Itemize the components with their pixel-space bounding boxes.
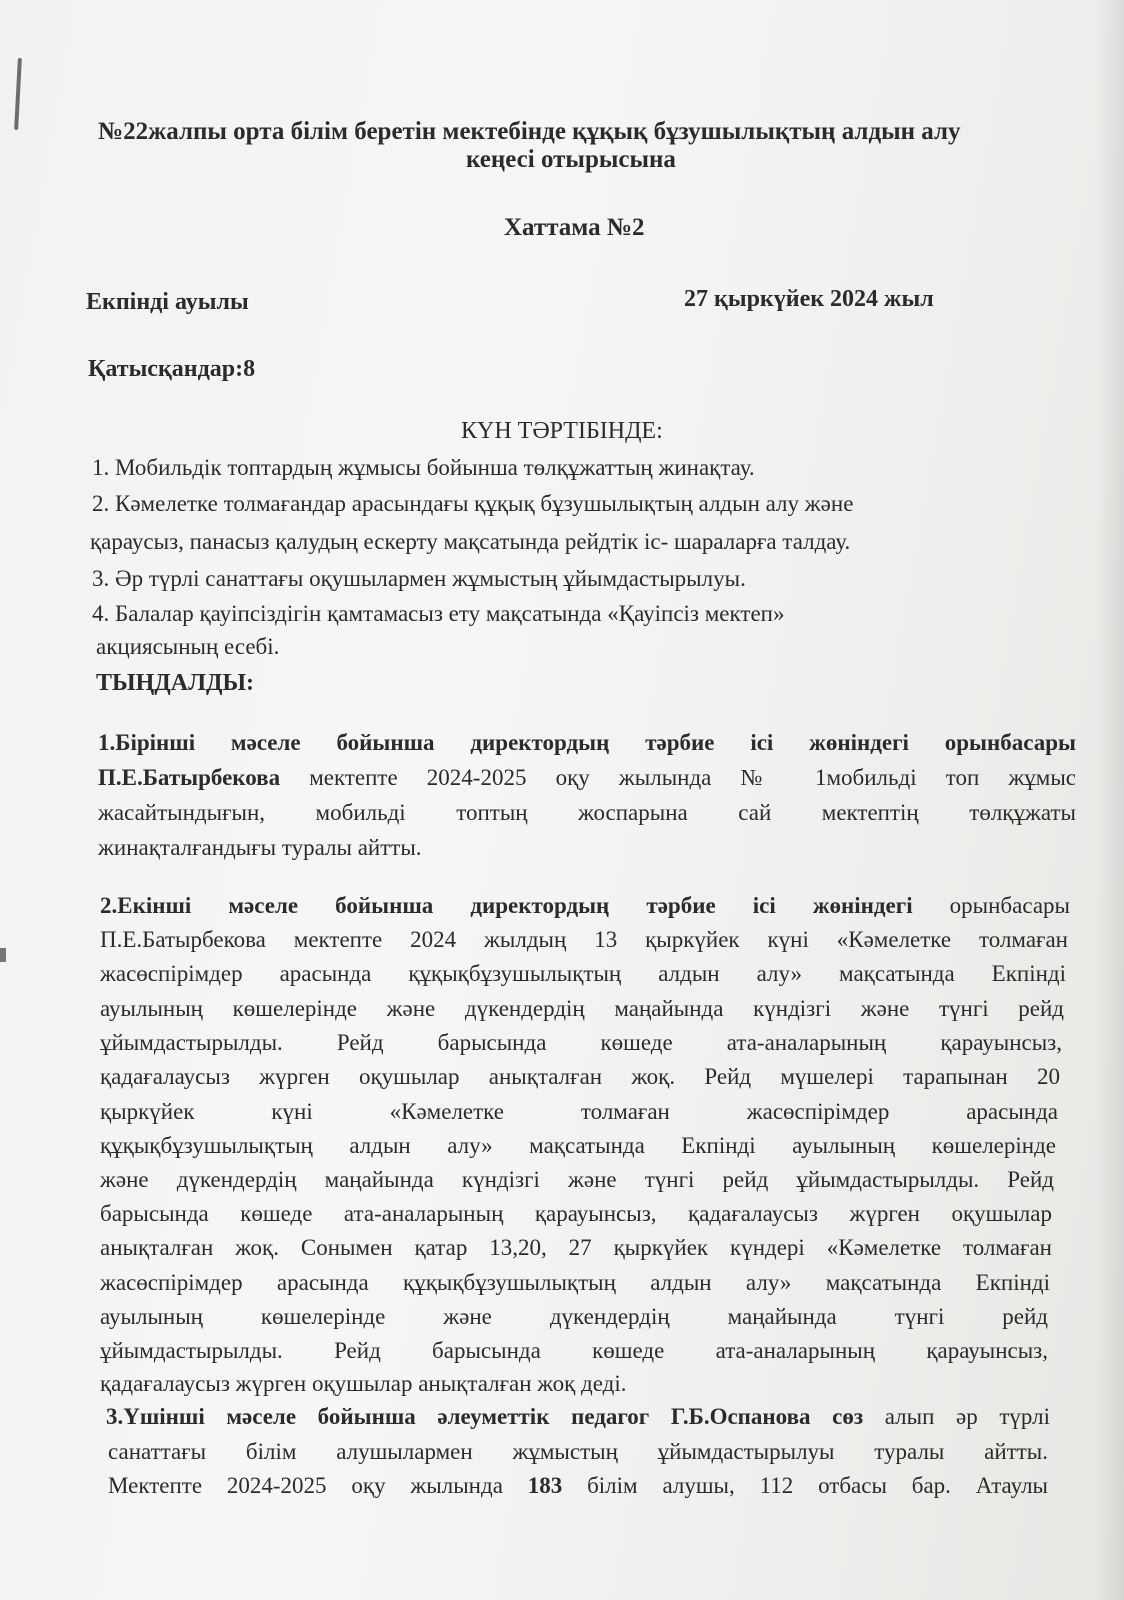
paragraph-2-line: жасөспірімдер арасында құқықбұзушылықтың алдын алу» мақсатында Екпінді (100, 1270, 1050, 1295)
paragraph-3-text: алып әр түрлі (863, 1404, 1050, 1429)
date: 27 қыркүйек 2024 жыл (684, 286, 934, 312)
paragraph-3-text: Мектепте 2024-2025 оқу жылында (108, 1473, 528, 1498)
agenda-item: 4. Балалар қауіпсіздігін қамтамасыз ету мақсатында «Қауіпсіз мектеп» (92, 601, 785, 626)
paragraph-2-line (100, 893, 1070, 919)
paragraph-2-line: ұйымдастырылды. Рейд барысында көшеде ата-аналарының қарауынсыз, (100, 1030, 1062, 1055)
agenda-item: акциясының есебі. (96, 634, 280, 659)
paragraph-2-line: анықталған жоқ. Сонымен қатар 13,20, 27 қыркүйек күндері «Кәмелетке толмаған (100, 1235, 1052, 1260)
agenda-item: қараусыз, панасыз қалудың ескерту мақсатында рейдтік іс- шараларға талдау. (90, 529, 851, 554)
paragraph-2-text: орынбасары (912, 893, 1070, 918)
deputy-name: П.Е.Батырбекова (98, 765, 281, 790)
paragraph-2-line: барысында көшеде ата-аналарының қарауынсыз, қадағалаусыз жүрген оқушылар (100, 1201, 1052, 1226)
paragraph-2-lead: 2.Екінші мәселе бойынша директордың тәрбие ісі жөніндегі (100, 893, 913, 918)
paragraph-2-line: ауылының көшелерінде және дүкендердің маңайында түнгі рейд (100, 1304, 1048, 1329)
paragraph-3-line (106, 1404, 1050, 1430)
paragraph-3-lead: 3.Үшінші мәселе бойынша әлеуметтік педагог Г.Б.Оспанова сөз (106, 1404, 864, 1429)
paragraph-2-line: жасөспірімдер арасында құқықбұзушылықтың алдын алу» мақсатында Екпінді (100, 961, 1066, 986)
agenda-item: 1. Мобильдік топтардың жұмысы бойынша төлқұжаттың жинақтау. (92, 455, 755, 480)
pen-mark (14, 58, 22, 130)
protocol-number: Хаттама №2 (504, 214, 645, 241)
agenda-heading-colon: : (656, 418, 663, 444)
document-title-line-1: №22жалпы орта білім беретін мектебінде құқық бұзушылықтың алдын алу (98, 118, 961, 145)
student-count: 183 (527, 1473, 563, 1498)
paragraph-2-line: ауылының көшелерінде және дүкендердің маңайында күндізгі және түнгі рейд (100, 996, 1064, 1021)
document-title-line-2: кеңесі отырысына (466, 146, 676, 173)
agenda-item: 3. Әр түрлі санаттағы оқушылармен жұмыстың ұйымдастырылуы. (92, 566, 746, 591)
paragraph-1-line (98, 765, 1076, 791)
paragraph-3-line: санаттағы білім алушылармен жұмыстың ұйымдастырылуы туралы айтты. (108, 1439, 1048, 1464)
place: Екпінді ауылы (86, 289, 249, 315)
participants: Қатысқандар:8 (88, 356, 256, 382)
paragraph-2-line: құқықбұзушылықтың алдын алу» мақсатында Екпінді ауылының көшелерінде (100, 1133, 1056, 1158)
agenda-heading-text: КҮН ТӘРТІБІНДЕ (461, 418, 657, 444)
agenda-item: 2. Кәмелетке толмағандар арасындағы құқық бұзушылықтың алдын алу және (92, 491, 854, 516)
paragraph-2-line: ұйымдастырылды. Рейд барысында көшеде ата-аналарының қарауынсыз, (100, 1338, 1048, 1363)
paragraph-2-line: П.Е.Батырбекова мектепте 2024 жылдың 13 қыркүйек күні «Кәмелетке толмаған (100, 927, 1068, 952)
margin-mark (0, 948, 6, 962)
agenda-heading (461, 418, 663, 445)
paragraph-2-line: қадағалаусыз жүрген оқушылар анықталған жоқ деді. (100, 1371, 627, 1396)
paragraph-3-line (108, 1473, 1048, 1499)
paragraph-2-line: қыркүйек күні «Кәмелетке толмаған жасөспірімдер арасында (100, 1099, 1058, 1124)
paragraph-1-text: мектепте 2024-2025 оқу жылында № 1мобильді топ жұмыс (280, 765, 1076, 790)
paragraph-1-line: 1.Бірінші мәселе бойынша директордың тәрбие ісі жөніндегі орынбасары (98, 730, 1076, 755)
paragraph-3-text: білім алушы, 112 отбасы бар. Атаулы (562, 1473, 1048, 1498)
paragraph-2-line: және дүкендердің маңайында күндізгі және түнгі рейд ұйымдастырылды. Рейд (100, 1167, 1054, 1192)
heard-heading: ТЫҢДАЛДЫ: (96, 670, 255, 696)
paragraph-1-line: жинақталғандығы туралы айтты. (98, 835, 422, 860)
paragraph-2-line: қадағалаусыз жүрген оқушылар анықталған жоқ. Рейд мүшелері тарапынан 20 (100, 1064, 1060, 1089)
paragraph-1-line: жасайтындығын, мобильді топтың жоспарына сай мектептің төлқұжаты (98, 800, 1076, 825)
